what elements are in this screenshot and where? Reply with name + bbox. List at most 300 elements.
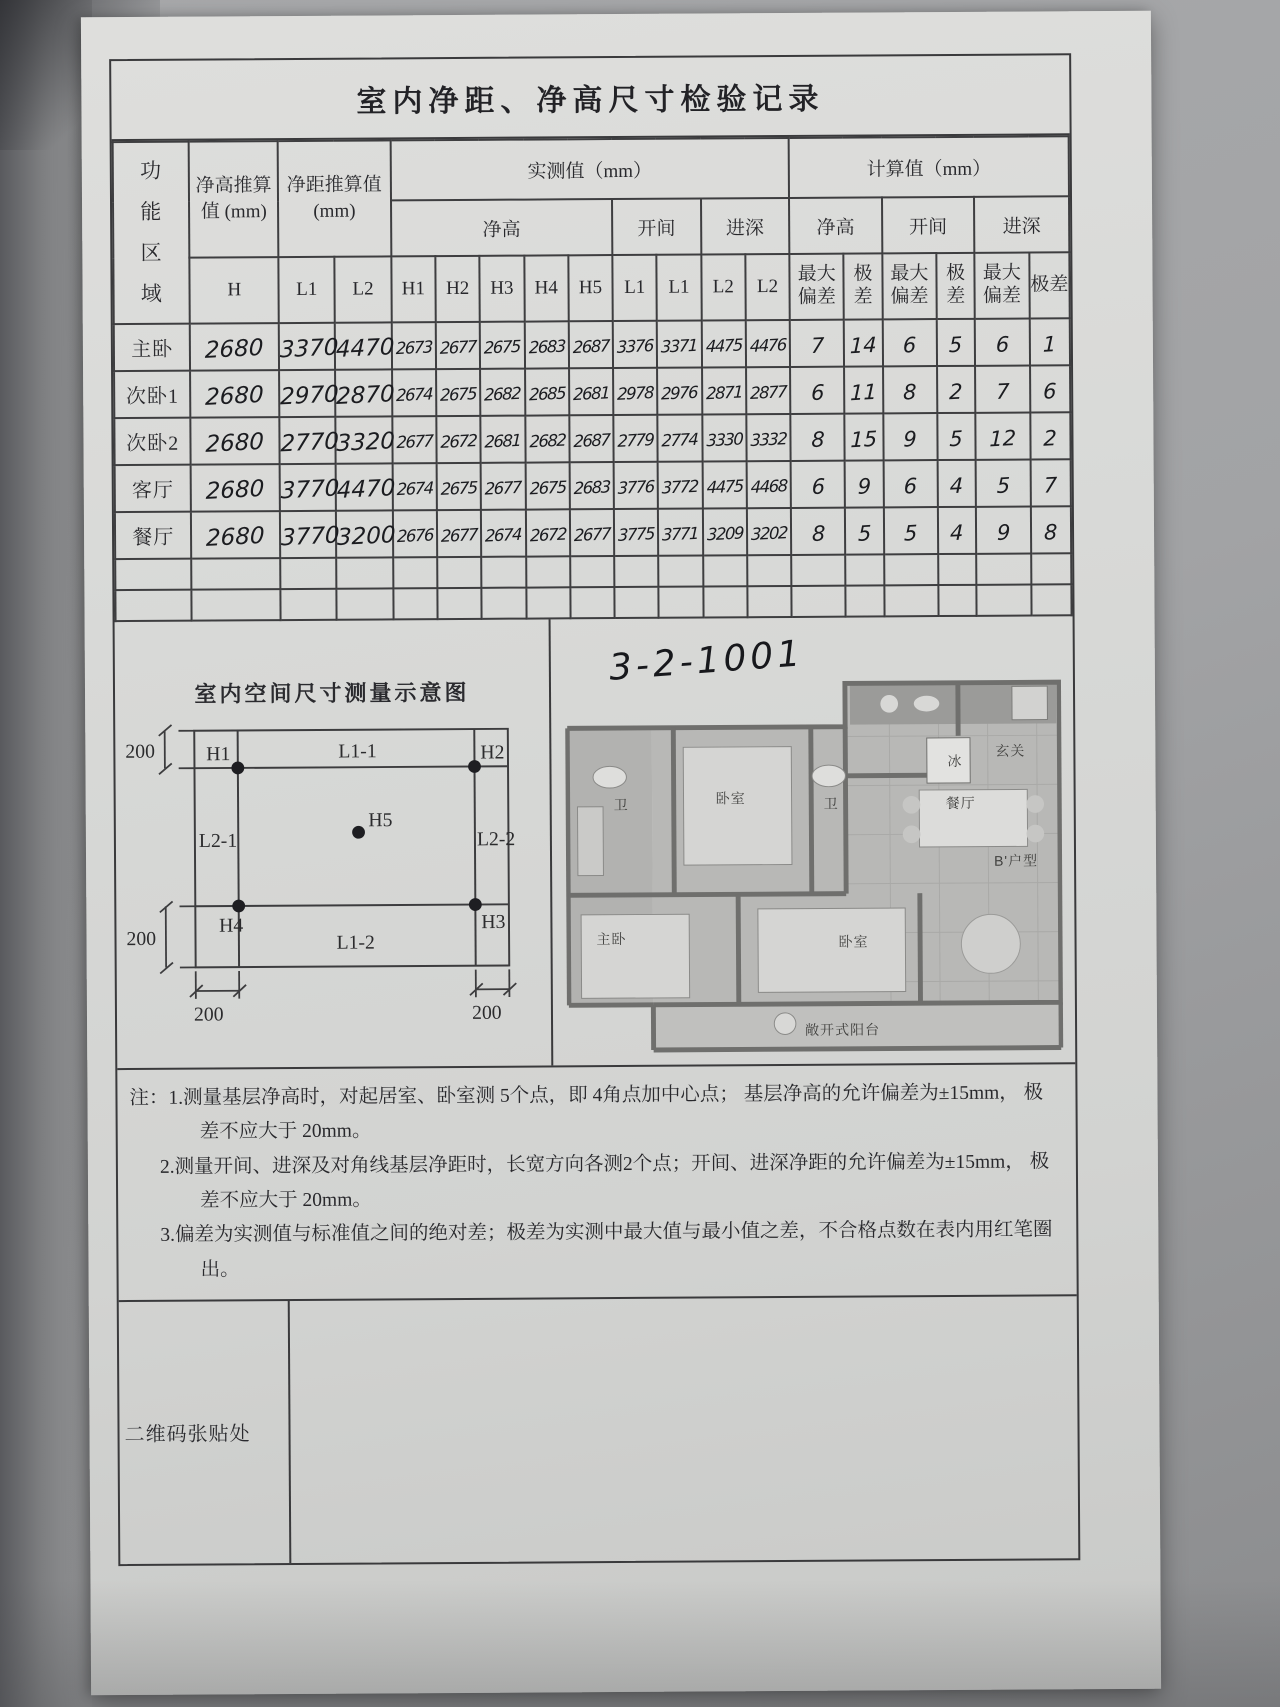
handwritten-value: 6 bbox=[903, 473, 918, 499]
handwritten-value: 8 bbox=[1043, 519, 1058, 545]
handwritten-value: 4475 bbox=[706, 475, 743, 497]
handwritten-value: 11 bbox=[850, 379, 878, 405]
row-value-cell bbox=[791, 508, 846, 555]
row-value-cell bbox=[526, 556, 570, 587]
floorplan-label-bath2: 卫 bbox=[823, 795, 839, 812]
floorplan-label-bath1: 卫 bbox=[613, 796, 629, 814]
handwritten-value: 2976 bbox=[661, 382, 698, 404]
row-value-cell bbox=[280, 589, 337, 620]
header-computed-bay: 开间 bbox=[882, 197, 975, 254]
handwritten-value: 4 bbox=[949, 473, 964, 498]
row-value-cell bbox=[192, 558, 281, 590]
table-row bbox=[114, 318, 1070, 371]
row-value-cell bbox=[790, 414, 845, 461]
table-row bbox=[115, 506, 1071, 559]
row-value-cell bbox=[437, 557, 481, 588]
paper-sheet bbox=[81, 11, 1161, 1696]
row-value-cell bbox=[480, 369, 525, 416]
header-col-L1a: L1 bbox=[612, 255, 657, 321]
row-value-cell bbox=[192, 589, 281, 621]
header-measured-bay: 开间 bbox=[612, 199, 701, 256]
handwritten-value: 2683 bbox=[573, 476, 610, 498]
diagram-label-h1: H1 bbox=[206, 743, 231, 766]
row-value-cell bbox=[702, 508, 747, 555]
qr-cell bbox=[119, 1301, 292, 1564]
table-row bbox=[115, 459, 1071, 512]
handwritten-value: 7 bbox=[995, 378, 1010, 404]
row-value-cell bbox=[570, 556, 614, 587]
row-value-cell bbox=[791, 555, 846, 586]
handwritten-value: 2685 bbox=[528, 383, 565, 404]
handwritten-value: 5 bbox=[949, 426, 964, 451]
row-value-cell bbox=[937, 366, 976, 413]
row-value-cell bbox=[883, 460, 938, 507]
floorplan-label-dining: 餐厅 bbox=[945, 794, 976, 812]
row-value-cell bbox=[481, 557, 525, 588]
row-value-cell bbox=[1030, 412, 1071, 459]
diagram-label-h4: H4 bbox=[219, 914, 244, 937]
row-value-cell bbox=[614, 462, 659, 509]
handwritten-value: 2680 bbox=[205, 475, 265, 505]
floorplan-label-bedroom1: 卧室 bbox=[715, 790, 746, 807]
handwritten-value: 7 bbox=[1043, 472, 1058, 498]
row-area-label: 餐厅 bbox=[115, 512, 192, 559]
header-col-H: H bbox=[190, 257, 279, 324]
row-value-cell bbox=[658, 414, 703, 461]
handwritten-value: 2870 bbox=[336, 380, 396, 410]
note-item-1: 注：1.测量基层净高时，对起居室、卧室测 5个点，即 4角点加中心点； 基层净高的允许偏差为±15mm， 极差不应大于 20mm。 bbox=[129, 1082, 1044, 1143]
handwritten-value: 6 bbox=[902, 332, 917, 358]
row-value-cell bbox=[975, 318, 1030, 365]
diagram-label-h3: H3 bbox=[481, 911, 506, 934]
handwritten-value: 4 bbox=[950, 520, 965, 545]
row-value-cell bbox=[436, 322, 481, 369]
row-value-cell bbox=[937, 319, 976, 366]
handwritten-value: 2672 bbox=[440, 430, 477, 452]
handwritten-value: 1 bbox=[1042, 331, 1057, 357]
row-value-cell bbox=[280, 464, 340, 511]
handwritten-value: 2680 bbox=[205, 334, 265, 364]
inspection-form bbox=[109, 53, 1080, 1566]
row-value-cell bbox=[437, 463, 482, 510]
row-value-cell bbox=[975, 365, 1030, 412]
row-value-cell bbox=[393, 588, 437, 619]
blank-cell bbox=[290, 1296, 1079, 1563]
row-value-cell bbox=[846, 554, 884, 585]
handwritten-value: 2675 bbox=[484, 336, 521, 358]
handwritten-value: 2687 bbox=[573, 429, 610, 451]
row-value-cell bbox=[976, 412, 1031, 459]
handwritten-value: 2677 bbox=[573, 523, 611, 545]
floorplan-cell bbox=[551, 616, 1076, 1065]
header-measured-height: 净高 bbox=[391, 199, 613, 256]
row-value-cell bbox=[746, 320, 791, 367]
row-value-cell bbox=[525, 415, 570, 462]
desk-surface-left bbox=[0, 0, 92, 1707]
floorplan-label-entry: 玄关 bbox=[995, 742, 1026, 759]
unit-number-handwritten: 3-2-1001 bbox=[607, 633, 806, 689]
row-value-cell bbox=[569, 415, 614, 462]
header-col-L2: L2 bbox=[335, 256, 392, 322]
handwritten-value: 3772 bbox=[661, 476, 699, 498]
row-value-cell bbox=[336, 463, 396, 510]
header-col-maxdev-height: 最大偏差 bbox=[789, 254, 844, 320]
row-value-cell bbox=[335, 322, 395, 369]
handwritten-value: 4475 bbox=[705, 334, 742, 356]
row-value-cell bbox=[393, 557, 437, 588]
row-area-label: 客厅 bbox=[115, 465, 192, 512]
handwritten-value: 2677 bbox=[439, 336, 477, 358]
handwritten-value: 3776 bbox=[617, 476, 655, 498]
row-value-cell bbox=[883, 413, 938, 460]
header-measured-group: 实测值（mm） bbox=[390, 138, 789, 200]
header-col-L1b: L1 bbox=[657, 255, 702, 321]
handwritten-value: 5 bbox=[903, 520, 918, 546]
handwritten-value: 4470 bbox=[335, 333, 395, 363]
row-value-cell bbox=[1030, 459, 1071, 506]
handwritten-value: 5 bbox=[996, 472, 1011, 498]
row-value-cell bbox=[658, 555, 702, 586]
header-col-H3: H3 bbox=[480, 256, 525, 322]
measurement-diagram bbox=[123, 720, 549, 1039]
row-value-cell bbox=[790, 367, 845, 414]
handwritten-value: 2687 bbox=[572, 335, 609, 357]
row-value-cell bbox=[938, 460, 977, 507]
handwritten-value: 5 bbox=[857, 520, 872, 546]
note-item-3: 3.偏差为实测值与标准值之间的绝对差；极差为实测中最大值与最小值之差，不合格点数在表内用红笔圈出。 bbox=[160, 1219, 1053, 1281]
row-value-cell bbox=[846, 585, 884, 616]
handwritten-value: 2770 bbox=[280, 427, 340, 457]
floorplan-label-balcony: 敞开式阳台 bbox=[805, 1021, 881, 1038]
row-value-cell bbox=[437, 588, 481, 619]
floorplan-label-master-bedroom: 主卧 bbox=[596, 930, 627, 948]
row-value-cell bbox=[437, 510, 482, 557]
row-area-label bbox=[115, 559, 192, 590]
handwritten-value: 2682 bbox=[484, 383, 521, 405]
row-value-cell bbox=[747, 586, 791, 617]
diagram-dim-left-top: 200 bbox=[125, 740, 155, 763]
row-value-cell bbox=[976, 553, 1031, 584]
row-value-cell bbox=[280, 511, 340, 558]
handwritten-value: 2673 bbox=[395, 336, 432, 358]
header-computed-height: 净高 bbox=[789, 197, 882, 254]
header-col-maxdev-depth: 最大偏差 bbox=[975, 252, 1030, 318]
handwritten-value: 5 bbox=[949, 332, 963, 357]
row-value-cell bbox=[1031, 553, 1072, 584]
row-value-cell bbox=[746, 461, 791, 508]
row-value-cell bbox=[335, 369, 396, 416]
handwritten-value: 14 bbox=[849, 332, 877, 358]
row-value-cell bbox=[613, 321, 658, 368]
handwritten-value: 3770 bbox=[280, 474, 340, 504]
row-value-cell bbox=[481, 510, 526, 557]
handwritten-value: 2675 bbox=[529, 477, 566, 498]
row-value-cell bbox=[279, 370, 339, 417]
row-value-cell bbox=[336, 510, 397, 557]
handwritten-value: 2681 bbox=[572, 382, 610, 404]
row-area-label: 主卧 bbox=[114, 324, 191, 371]
row-value-cell bbox=[191, 511, 280, 559]
row-value-cell bbox=[279, 323, 339, 370]
row-value-cell bbox=[747, 508, 792, 555]
handwritten-value: 2674 bbox=[485, 524, 522, 546]
row-value-cell bbox=[976, 459, 1031, 506]
row-value-cell bbox=[658, 461, 703, 508]
row-value-cell bbox=[702, 461, 747, 508]
row-value-cell bbox=[884, 507, 939, 554]
row-value-cell bbox=[613, 415, 658, 462]
handwritten-value: 4476 bbox=[749, 334, 786, 356]
header-col-range-bay: 极差 bbox=[936, 253, 975, 319]
row-value-cell bbox=[844, 366, 883, 413]
handwritten-value: 15 bbox=[850, 426, 878, 452]
row-value-cell bbox=[280, 558, 337, 589]
handwritten-value: 2877 bbox=[749, 381, 787, 403]
notes-section bbox=[117, 1064, 1076, 1302]
header-col-L2a: L2 bbox=[701, 254, 746, 320]
row-value-cell bbox=[569, 321, 614, 368]
row-value-cell bbox=[614, 509, 659, 556]
handwritten-value: 2680 bbox=[206, 522, 266, 552]
photo-bottom-shadow bbox=[0, 1580, 1280, 1707]
row-value-cell bbox=[190, 323, 279, 371]
handwritten-value: 8 bbox=[903, 379, 917, 405]
qr-row bbox=[119, 1296, 1079, 1564]
row-value-cell bbox=[1031, 584, 1072, 615]
handwritten-value: 2672 bbox=[529, 524, 566, 545]
handwritten-value: 8 bbox=[810, 426, 825, 452]
row-value-cell bbox=[882, 319, 937, 366]
row-value-cell bbox=[436, 416, 481, 463]
handwritten-value: 6 bbox=[995, 331, 1010, 357]
handwritten-value: 2 bbox=[1043, 425, 1058, 451]
row-value-cell bbox=[569, 462, 614, 509]
row-value-cell bbox=[481, 416, 526, 463]
row-value-cell bbox=[337, 557, 394, 588]
diagram-label-l22: L2-2 bbox=[476, 828, 516, 851]
table-row bbox=[115, 584, 1071, 621]
handwritten-value: 2779 bbox=[617, 429, 654, 451]
handwritten-value: 3330 bbox=[705, 428, 743, 450]
row-value-cell bbox=[790, 320, 845, 367]
row-value-cell bbox=[977, 584, 1032, 615]
row-value-cell bbox=[570, 587, 614, 618]
handwritten-value: 3376 bbox=[616, 335, 654, 357]
row-value-cell bbox=[657, 367, 702, 414]
row-value-cell bbox=[569, 368, 614, 415]
header-computed-depth: 进深 bbox=[974, 196, 1069, 253]
handwritten-value: 2677 bbox=[396, 430, 433, 452]
diagram-dim-bottom-right: 200 bbox=[471, 1001, 502, 1024]
handwritten-value: 9 bbox=[903, 426, 918, 452]
row-area-label: 次卧2 bbox=[114, 418, 191, 465]
handwritten-value: 3771 bbox=[662, 523, 699, 545]
row-value-cell bbox=[480, 322, 525, 369]
form-title-row bbox=[111, 55, 1069, 141]
row-value-cell bbox=[701, 320, 746, 367]
row-value-cell bbox=[482, 588, 526, 619]
handwritten-value: 6 bbox=[810, 379, 825, 405]
row-value-cell bbox=[884, 585, 939, 616]
row-value-cell bbox=[524, 321, 569, 368]
handwritten-value: 2677 bbox=[440, 524, 478, 546]
diagram-title: 室内空间尺寸测量示意图 bbox=[194, 679, 470, 707]
row-value-cell bbox=[845, 507, 884, 554]
header-col-maxdev-bay: 最大偏差 bbox=[882, 253, 937, 319]
handwritten-value: 2774 bbox=[661, 429, 699, 451]
handwritten-value: 4468 bbox=[750, 475, 787, 497]
row-area-label bbox=[115, 590, 192, 621]
handwritten-value: 2674 bbox=[395, 383, 433, 405]
row-value-cell bbox=[1029, 318, 1070, 365]
floorplan-label-bedroom2: 卧室 bbox=[838, 933, 869, 950]
row-value-cell bbox=[279, 417, 340, 464]
row-value-cell bbox=[659, 586, 703, 617]
row-value-cell bbox=[884, 554, 939, 585]
row-value-cell bbox=[614, 587, 658, 618]
row-value-cell bbox=[746, 367, 791, 414]
row-value-cell bbox=[191, 370, 280, 418]
header-col-H4: H4 bbox=[524, 255, 569, 321]
qr-label: 二维码张贴处 bbox=[124, 1423, 251, 1447]
row-value-cell bbox=[191, 464, 280, 512]
handwritten-value: 3320 bbox=[336, 427, 396, 457]
handwritten-value: 6 bbox=[1042, 378, 1057, 404]
handwritten-value: 2683 bbox=[528, 336, 565, 357]
note-item-2: 2.测量开间、进深及对角线基层净距时，长宽方向各测2个点；开间、进深净距的允许偏差为±15mm， 极差不应大于 20mm。 bbox=[159, 1151, 1050, 1212]
row-value-cell bbox=[337, 588, 394, 619]
row-value-cell bbox=[937, 413, 976, 460]
handwritten-value: 2680 bbox=[205, 381, 265, 411]
handwritten-value: 3332 bbox=[750, 428, 787, 450]
handwritten-value: 2681 bbox=[484, 430, 521, 452]
handwritten-value: 6 bbox=[811, 473, 825, 499]
floorplan-label-fridge: 冰 bbox=[947, 752, 963, 770]
row-value-cell bbox=[525, 368, 570, 415]
header-col-range-height: 极差 bbox=[844, 253, 883, 319]
row-value-cell bbox=[658, 508, 703, 555]
handwritten-value: 9 bbox=[857, 473, 872, 499]
header-col-H2: H2 bbox=[435, 256, 480, 322]
row-value-cell bbox=[938, 507, 977, 554]
diagram-label-l11: L1-1 bbox=[338, 740, 377, 763]
handwritten-value: 3370 bbox=[279, 333, 339, 363]
handwritten-value: 2675 bbox=[440, 383, 477, 405]
floorplan bbox=[565, 674, 1063, 1059]
diagram-label-h2: H2 bbox=[480, 741, 505, 764]
handwritten-value: 3209 bbox=[706, 522, 743, 544]
measure-table-body bbox=[114, 318, 1072, 621]
handwritten-value: 3775 bbox=[617, 523, 655, 545]
row-value-cell bbox=[393, 510, 438, 557]
header-function-area: 功能区域 bbox=[113, 142, 191, 324]
handwritten-value: 2676 bbox=[396, 524, 433, 546]
header-col-L1: L1 bbox=[278, 257, 335, 323]
diagram-floorplan-row bbox=[115, 616, 1076, 1070]
row-value-cell bbox=[1030, 365, 1071, 412]
header-col-H5: H5 bbox=[568, 255, 613, 321]
diagram-dim-left-bottom: 200 bbox=[126, 927, 157, 951]
handwritten-value: 2682 bbox=[528, 430, 566, 451]
header-col-H1: H1 bbox=[391, 256, 436, 322]
handwritten-value: 2 bbox=[949, 379, 964, 404]
handwritten-value: 2674 bbox=[396, 477, 433, 499]
row-value-cell bbox=[844, 319, 883, 366]
row-value-cell bbox=[614, 556, 658, 587]
row-value-cell bbox=[392, 463, 437, 510]
row-value-cell bbox=[392, 416, 437, 463]
row-value-cell bbox=[525, 462, 570, 509]
handwritten-value: 3371 bbox=[661, 335, 698, 357]
row-value-cell bbox=[791, 586, 846, 617]
row-value-cell bbox=[938, 585, 976, 616]
handwritten-value: 3200 bbox=[337, 521, 397, 551]
row-value-cell bbox=[976, 506, 1031, 553]
floorplan-label-unit-type: B'户型 bbox=[994, 852, 1039, 869]
row-value-cell bbox=[883, 366, 938, 413]
table-row bbox=[114, 412, 1070, 465]
row-value-cell bbox=[702, 414, 747, 461]
header-distance-presumed: 净距推算值 (mm) bbox=[278, 140, 391, 257]
header-computed-group: 计算值（mm） bbox=[789, 136, 1069, 198]
row-value-cell bbox=[336, 416, 396, 463]
row-value-cell bbox=[746, 414, 791, 461]
handwritten-value: 7 bbox=[810, 332, 825, 358]
row-value-cell bbox=[613, 368, 658, 415]
row-value-cell bbox=[938, 554, 976, 585]
handwritten-value: 9 bbox=[996, 519, 1011, 545]
row-area-label: 次卧1 bbox=[114, 371, 191, 418]
row-value-cell bbox=[747, 555, 791, 586]
measurement-table bbox=[112, 135, 1073, 622]
row-value-cell bbox=[526, 587, 570, 618]
handwritten-value: 2871 bbox=[705, 381, 742, 403]
row-value-cell bbox=[845, 460, 884, 507]
handwritten-value: 3770 bbox=[280, 521, 340, 551]
row-value-cell bbox=[392, 369, 437, 416]
notes-prefix: 注： bbox=[129, 1087, 169, 1110]
row-value-cell bbox=[702, 367, 747, 414]
handwritten-value: 2675 bbox=[440, 477, 477, 499]
diagram-label-h5: H5 bbox=[368, 809, 393, 832]
handwritten-value: 2677 bbox=[484, 477, 522, 499]
row-value-cell bbox=[1030, 506, 1071, 553]
row-value-cell bbox=[703, 555, 747, 586]
row-value-cell bbox=[845, 413, 884, 460]
header-col-range-depth: 极差 bbox=[1029, 252, 1070, 318]
handwritten-value: 8 bbox=[811, 520, 826, 546]
row-value-cell bbox=[791, 461, 846, 508]
header-col-L2b: L2 bbox=[745, 254, 790, 320]
floorplan-drawing bbox=[565, 674, 1063, 1059]
form-title: 室内净距、净高尺寸检验记录 bbox=[356, 82, 825, 119]
row-value-cell bbox=[481, 463, 526, 510]
handwritten-value: 2680 bbox=[205, 428, 265, 458]
row-value-cell bbox=[703, 586, 747, 617]
diagram-dim-bottom-left: 200 bbox=[193, 1003, 224, 1026]
row-value-cell bbox=[525, 509, 570, 556]
diagram-cell bbox=[115, 619, 554, 1068]
handwritten-value: 12 bbox=[989, 425, 1017, 451]
handwritten-value: 4470 bbox=[336, 474, 396, 504]
row-value-cell bbox=[391, 322, 436, 369]
row-value-cell bbox=[657, 320, 702, 367]
row-value-cell bbox=[570, 509, 615, 556]
row-value-cell bbox=[191, 417, 280, 465]
diagram-label-l21: L2-1 bbox=[198, 829, 238, 853]
header-measured-depth: 进深 bbox=[701, 198, 790, 255]
header-height-presumed: 净高推算值 (mm) bbox=[189, 141, 278, 258]
